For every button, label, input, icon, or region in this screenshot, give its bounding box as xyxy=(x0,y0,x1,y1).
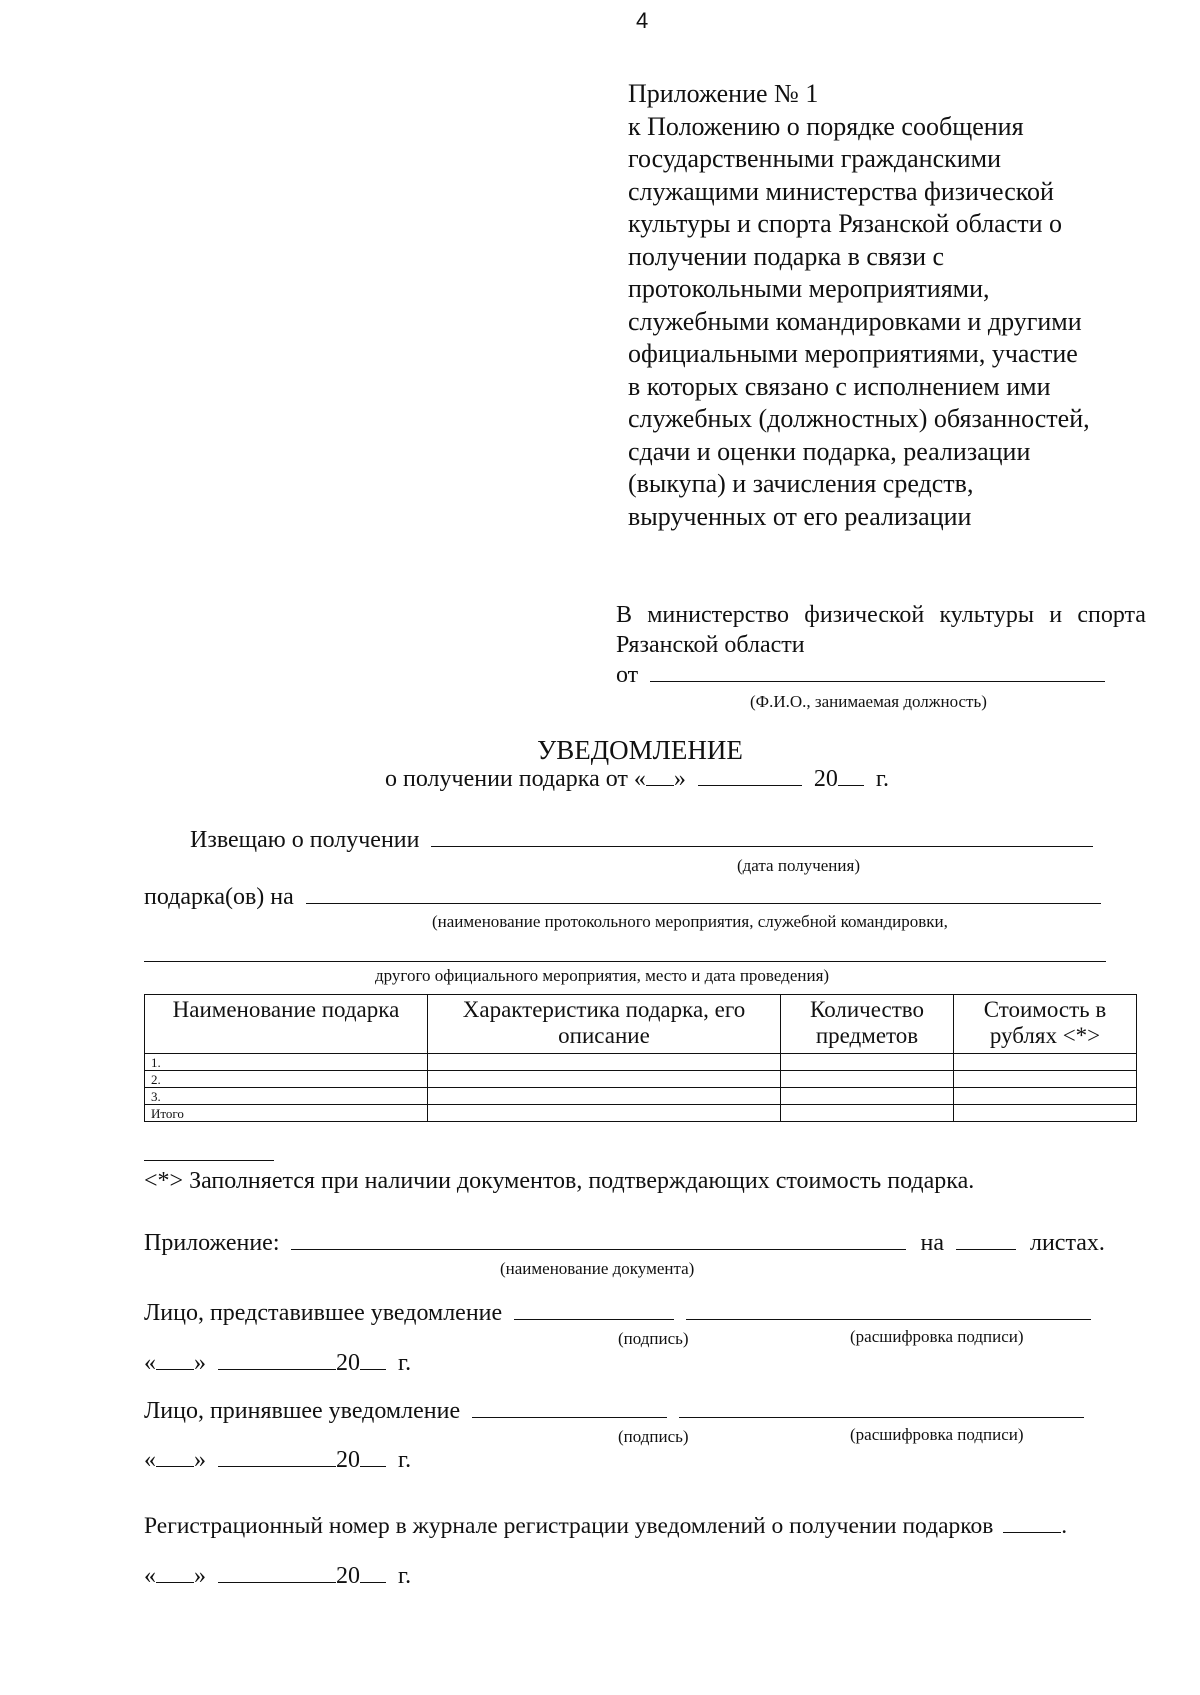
presenter-row xyxy=(144,1300,1091,1327)
registration-date xyxy=(144,1563,411,1590)
table-cell[interactable] xyxy=(428,1105,781,1122)
table-cell[interactable] xyxy=(954,1088,1137,1105)
addressee-word: культуры xyxy=(939,602,1035,628)
appendix-line: (выкупа) и зачисления средств, xyxy=(628,469,974,498)
notify-hint: (дата получения) xyxy=(737,856,860,875)
registration-number-field[interactable] xyxy=(1003,1532,1061,1533)
appendix-line: культуры и спорта Рязанской области о xyxy=(628,209,1063,238)
addressee-line-1 xyxy=(616,600,1146,630)
appendix-line: к Положению о порядке сообщения xyxy=(628,111,1024,141)
registration-end: . xyxy=(1061,1513,1068,1539)
appendix-line: служащими министерства физической xyxy=(628,176,1054,206)
attachment-on: на xyxy=(920,1230,944,1256)
gift-for-hint-2: другого официального мероприятия, место и дата проведения) xyxy=(375,966,830,985)
subtitle-suffix: г. xyxy=(875,766,890,792)
date-year: 20 xyxy=(336,1350,360,1376)
presenter-sign-hint: (подпись) xyxy=(618,1329,689,1348)
presenter-signature-field[interactable] xyxy=(514,1319,674,1320)
date-year: 20 xyxy=(336,1447,360,1473)
from-label: от xyxy=(616,662,639,688)
date-quote-open: « xyxy=(144,1563,156,1589)
table-cell[interactable] xyxy=(428,1054,781,1071)
table-cell[interactable] xyxy=(781,1088,954,1105)
presenter-label: Лицо, представившее уведомление xyxy=(144,1300,503,1326)
receiver-decode-field[interactable] xyxy=(679,1417,1084,1418)
appendix-line: официальными мероприятиями, участие xyxy=(628,339,1078,368)
appendix-line: получении подарка в связи с xyxy=(628,241,945,271)
document-subtitle xyxy=(385,766,889,793)
row-label: 2. xyxy=(145,1071,428,1088)
date-quote-close: » xyxy=(194,1350,206,1376)
receiver-label: Лицо, принявшее уведомление xyxy=(144,1398,461,1424)
attachment-doc-field[interactable] xyxy=(291,1249,906,1250)
date-day-field[interactable] xyxy=(156,1466,194,1467)
subtitle-prefix: о получении подарка от « xyxy=(385,766,646,792)
table-row xyxy=(145,1071,1137,1088)
table-header-row xyxy=(145,995,1137,1054)
addressee-word: В xyxy=(616,602,633,628)
subtitle-year: 20 xyxy=(813,766,838,792)
registration-label: Регистрационный номер в журнале регистрации уведомлений о получении подарков xyxy=(144,1513,994,1539)
header-gift-description: Характеристика подарка, его описание xyxy=(428,995,781,1054)
appendix-line: государственными гражданскими xyxy=(628,144,1002,173)
from-row xyxy=(616,660,1146,690)
row-label: Итого xyxy=(145,1105,428,1122)
addressee-word: министерство xyxy=(647,602,790,628)
receiver-decode-hint: (расшифровка подписи) xyxy=(850,1425,1024,1444)
gift-for-field[interactable] xyxy=(306,903,1101,904)
subtitle-month-field[interactable] xyxy=(698,785,802,786)
date-suffix: г. xyxy=(398,1563,412,1589)
row-label: 1. xyxy=(145,1054,428,1071)
from-field[interactable] xyxy=(650,681,1105,682)
date-month-field[interactable] xyxy=(218,1582,336,1583)
gift-for-label: подарка(ов) на xyxy=(144,884,294,910)
row-label: 3. xyxy=(145,1088,428,1105)
registration-row xyxy=(144,1513,1067,1540)
date-suffix: г. xyxy=(398,1350,412,1376)
presenter-date xyxy=(144,1350,411,1377)
attachment-row xyxy=(144,1230,1105,1257)
date-quote-open: « xyxy=(144,1350,156,1376)
header-quantity: Количество предметов xyxy=(781,995,954,1054)
gift-for-field-2[interactable] xyxy=(144,961,1106,962)
attachment-hint: (наименование документа) xyxy=(500,1259,695,1278)
date-month-field[interactable] xyxy=(218,1466,336,1467)
presenter-decode-hint: (расшифровка подписи) xyxy=(850,1327,1024,1346)
table-cell[interactable] xyxy=(954,1071,1137,1088)
attachment-sheets-label: листах. xyxy=(1029,1230,1105,1256)
addressee-word: и xyxy=(1049,602,1063,628)
receiver-row xyxy=(144,1398,1084,1425)
date-year-field[interactable] xyxy=(360,1582,386,1583)
table-row-total xyxy=(145,1105,1137,1122)
subtitle-year-field[interactable] xyxy=(838,785,864,786)
page-number: 4 xyxy=(636,8,649,33)
table-cell[interactable] xyxy=(781,1105,954,1122)
attachment-label: Приложение: xyxy=(144,1230,280,1256)
subtitle-day-field[interactable] xyxy=(646,785,674,786)
from-hint: (Ф.И.О., занимаемая должность) xyxy=(750,692,987,711)
addressee-line-2: Рязанской области xyxy=(616,632,805,658)
table-cell[interactable] xyxy=(428,1071,781,1088)
appendix-line: сдачи и оценки подарка, реализации xyxy=(628,436,1031,466)
notify-date-field[interactable] xyxy=(431,846,1093,847)
date-day-field[interactable] xyxy=(156,1582,194,1583)
appendix-line: протокольными мероприятиями, xyxy=(628,274,990,303)
appendix-header xyxy=(628,78,1148,533)
table-row xyxy=(145,1054,1137,1071)
attachment-sheets-field[interactable] xyxy=(956,1249,1016,1250)
receiver-date xyxy=(144,1447,411,1474)
date-year-field[interactable] xyxy=(360,1466,386,1467)
table-cell[interactable] xyxy=(781,1054,954,1071)
table-row xyxy=(145,1088,1137,1105)
footnote: <*> Заполняется при наличии документов, подтверждающих стоимость подарка. xyxy=(144,1168,975,1194)
table-cell[interactable] xyxy=(428,1088,781,1105)
addressee-word: физической xyxy=(804,602,925,628)
receiver-signature-field[interactable] xyxy=(472,1417,667,1418)
gift-for-hint-1: (наименование протокольного мероприятия, служебной командировки, xyxy=(432,912,948,931)
date-quote-close: » xyxy=(194,1563,206,1589)
table-cell[interactable] xyxy=(954,1054,1137,1071)
header-cost: Стоимость в рублях <*> xyxy=(954,995,1137,1054)
appendix-line: служебных (должностных) обязанностей, xyxy=(628,404,1090,433)
date-year-field[interactable] xyxy=(360,1369,386,1370)
table-cell[interactable] xyxy=(954,1105,1137,1122)
date-month-field[interactable] xyxy=(218,1369,336,1370)
addressee-block xyxy=(616,600,1146,690)
appendix-line: в которых связано с исполнением ими xyxy=(628,371,1051,401)
gift-for-row xyxy=(144,884,1101,911)
subtitle-quote: » xyxy=(673,766,686,792)
document-title: УВЕДОМЛЕНИЕ xyxy=(537,735,743,765)
receiver-sign-hint: (подпись) xyxy=(618,1427,689,1446)
date-quote-open: « xyxy=(144,1447,156,1473)
presenter-decode-field[interactable] xyxy=(686,1319,1091,1320)
notify-row xyxy=(190,827,1093,854)
table-cell[interactable] xyxy=(781,1071,954,1088)
notify-label: Извещаю о получении xyxy=(190,827,420,853)
date-quote-close: » xyxy=(194,1447,206,1473)
gifts-table xyxy=(144,994,1137,1122)
appendix-line: Приложение № 1 xyxy=(628,79,819,108)
appendix-line: служебными командировками и другими xyxy=(628,306,1082,336)
date-suffix: г. xyxy=(398,1447,412,1473)
date-day-field[interactable] xyxy=(156,1369,194,1370)
footnote-rule xyxy=(144,1160,274,1161)
appendix-line: вырученных от его реализации xyxy=(628,501,972,531)
header-gift-name: Наименование подарка xyxy=(145,995,428,1054)
addressee-word: спорта xyxy=(1077,602,1146,628)
date-year: 20 xyxy=(336,1563,360,1589)
